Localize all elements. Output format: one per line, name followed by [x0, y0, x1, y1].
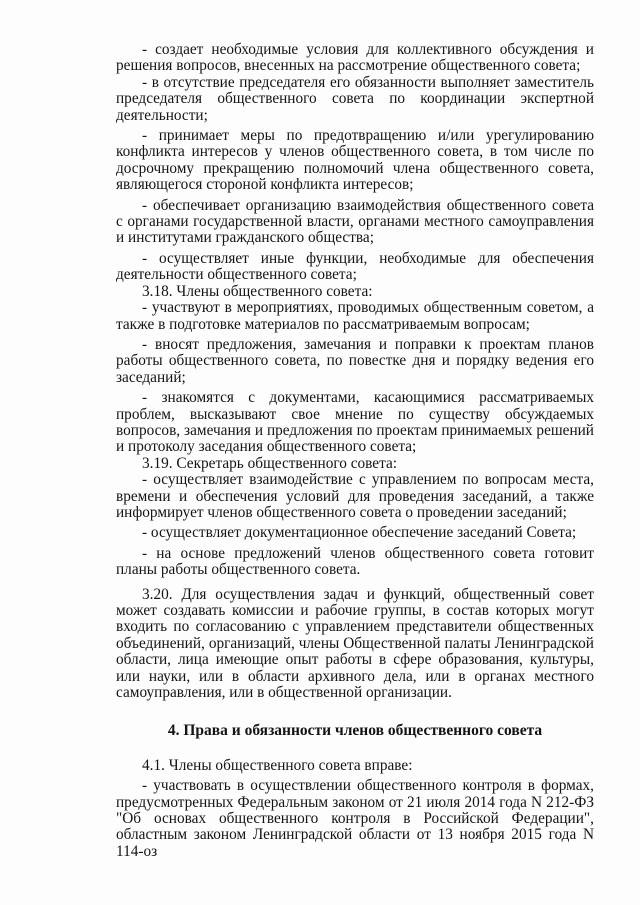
document-body [116, 42, 594, 860]
paragraph: - осуществляет документационное обеспечение заседаний Совета; [142, 524, 577, 542]
paragraph: - в отсутствие председателя его обязанности выполняет заместитель председателя общественного совета по координации экспертной деятельности; [116, 73, 594, 124]
paragraph: - создает необходимые условия для коллективного обсуждения и решения вопросов, внесенных на рассмотрение общественного совета; [116, 41, 594, 75]
paragraph: - знакомятся с документами, касающимися рассматриваемых проблем, высказывают свое мнение по существу обсуждаемых вопросов, замечания и предложения по проектам принимаемых решений и протоколу заседания общественного совета; [116, 389, 594, 456]
paragraph: - принимает меры по предотвращению и/или урегулированию конфликта интересов у членов общественного совета, в том числе по досрочному прекращению полномочий члена общественного совета, являющегося стороной конфликта интересов; [116, 127, 594, 194]
paragraph: - обеспечивает организацию взаимодействия общественного совета с органами государственной власти, органами местного самоуправления и институтами гражданского общества; [116, 196, 594, 247]
paragraph: - на основе предложений членов общественного совета готовит планы работы общественного совета. [116, 544, 594, 579]
paragraph: 4.1. Члены общественного совета вправе: [142, 756, 413, 774]
section-heading: 4. Права и обязанности членов общественного совета [167, 722, 543, 740]
paragraph: 3.20. Для осуществления задач и функций, общественный совет может создавать комиссии и рабочие группы, в состав которых могут входить по согласованию с управлением представители общественных объединений, организаций, члены Общественной палаты Ленинградской области, лица имеющие опыт работы в сфере образования, культуры, или науки, или в области архивного дела, или в органах местного самоуправления, или в общественной организации. [116, 585, 594, 702]
paragraph: 3.18. Члены общественного совета: [142, 282, 373, 300]
paragraph: - осуществляет иные функции, необходимые для обеспечения деятельности общественного совета; [116, 249, 594, 284]
paragraph: 3.19. Секретарь общественного совета: [142, 454, 398, 472]
paragraph: - участвуют в мероприятиях, проводимых общественным советом, а также в подготовке материалов по рассматриваемым вопросам; [116, 299, 594, 333]
paragraph: - вносят предложения, замечания и поправки к проектам планов работы общественного совета, по повестке дня и порядку ведения его заседаний; [116, 335, 594, 386]
paragraph: - участвовать в осуществлении общественного контроля в формах, предусмотренных Федеральным законом от 21 июля 2014 года N 212-ФЗ "Об основах общественного контроля в Российской Федерации", областным законом Ленинградской области от 13 ноября 2015 года N 114-оз [116, 777, 594, 860]
paragraph: - осуществляет взаимодействие с управлением по вопросам места, времени и обеспечения условий для проведения заседаний, а также информирует членов общественного совета о проведении заседаний; [116, 471, 594, 521]
